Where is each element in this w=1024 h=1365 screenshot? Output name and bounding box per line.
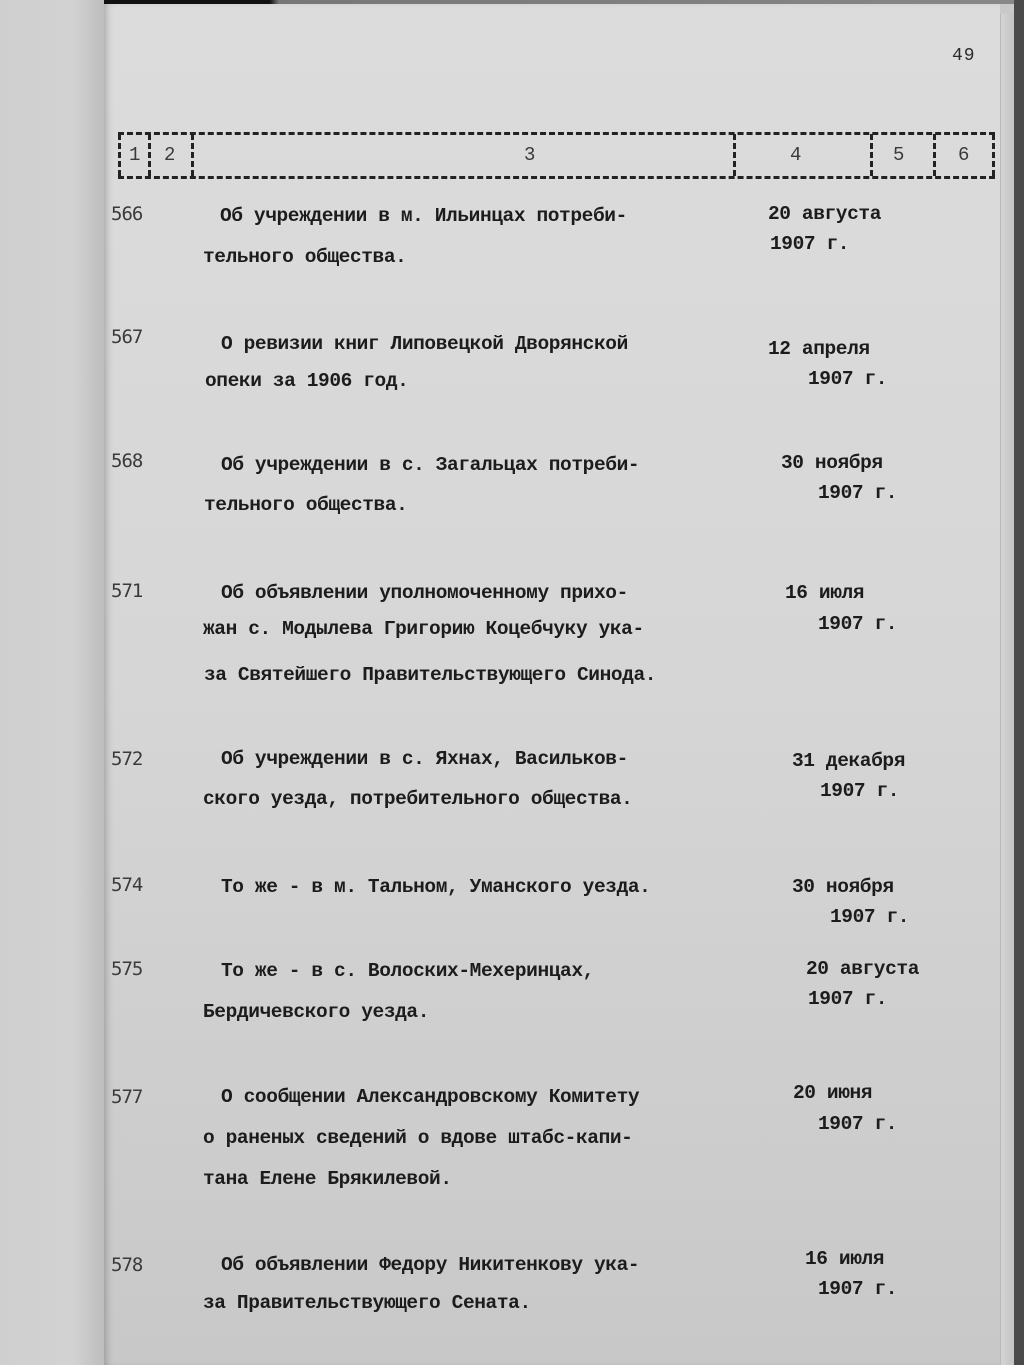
entry-text-line: О сообщении Александровскому Комитету: [221, 1086, 640, 1108]
entry-text-line: Об учреждении в с. Загальцах потреби-: [221, 454, 640, 476]
entry-text-line: О ревизии книг Липовецкой Дворянской: [221, 333, 628, 355]
column-header-5: 5: [893, 144, 905, 166]
page-number: 49: [952, 46, 976, 66]
entry-text-line: тельного общества.: [203, 246, 407, 268]
column-header-2: 2: [164, 144, 176, 166]
entry-date-day-month: 20 августа: [768, 203, 882, 225]
left-facing-page: [0, 0, 104, 1365]
header-divider: [191, 134, 194, 176]
entry-text-line: Об учреждении в с. Яхнах, Васильков-: [221, 748, 628, 770]
entry-date-day-month: 16 июля: [805, 1248, 885, 1270]
entry-text-line: жан с. Модылева Григорию Коцебчуку ука-: [203, 618, 644, 640]
entry-text-line: за Святейшего Правительствующего Синода.: [204, 664, 657, 686]
entry-date-year: 1907 г.: [818, 1113, 898, 1135]
column-header-6: 6: [958, 144, 970, 166]
entry-date-day-month: 30 ноября: [781, 452, 883, 474]
entry-text-line: То же - в с. Волоских-Мехеринцах,: [221, 960, 594, 982]
column-header-1: 1: [129, 144, 141, 166]
entry-number: 567: [111, 326, 143, 348]
entry-date-year: 1907 г.: [830, 906, 910, 928]
entry-date-day-month: 30 ноября: [792, 876, 894, 898]
entry-number: 575: [111, 958, 143, 980]
entry-date-year: 1907 г.: [808, 988, 888, 1010]
entry-date-year: 1907 г.: [818, 1278, 898, 1300]
entry-number: 568: [111, 450, 143, 472]
entry-date-day-month: 12 апреля: [768, 338, 870, 360]
entry-date-year: 1907 г.: [770, 233, 850, 255]
entry-number: 571: [111, 580, 143, 602]
background-edge: [1014, 0, 1024, 1365]
entry-number: 578: [111, 1254, 143, 1276]
header-bottom-border: [118, 176, 995, 179]
entry-text-line: за Правительствующего Сената.: [203, 1292, 531, 1314]
header-divider: [733, 134, 736, 176]
entry-date-day-month: 20 июня: [793, 1082, 873, 1104]
entry-text-line: Об объявлении уполномоченному прихо-: [221, 582, 628, 604]
entry-date-day-month: 31 декабря: [792, 750, 906, 772]
entry-date-year: 1907 г.: [808, 368, 888, 390]
entry-date-day-month: 20 августа: [806, 958, 920, 980]
entry-number: 574: [111, 874, 143, 896]
entry-number: 566: [111, 203, 143, 225]
header-top-border: [118, 132, 995, 135]
entry-date-year: 1907 г.: [818, 482, 898, 504]
header-divider: [870, 134, 873, 176]
column-header-table: [118, 130, 995, 184]
page-stack-edge: [1000, 14, 1015, 1365]
entry-date-year: 1907 г.: [818, 613, 898, 635]
entry-text-line: Об учреждении в м. Ильинцах потреби-: [220, 205, 627, 227]
header-divider: [118, 134, 121, 176]
entry-text-line: опеки за 1906 год.: [205, 370, 409, 392]
entry-text-line: Бердичевского уезда.: [203, 1001, 430, 1023]
entry-text-line: о раненых сведений о вдове штабс-капи-: [203, 1127, 633, 1149]
entry-text-line: Об объявлении Федору Никитенкову ука-: [221, 1254, 640, 1276]
header-divider: [992, 134, 995, 176]
entry-text-line: То же - в м. Тальном, Уманского уезда.: [221, 876, 651, 898]
column-header-3: 3: [524, 144, 536, 166]
entry-text-line: тана Елене Брякилевой.: [203, 1168, 452, 1190]
header-divider: [148, 134, 151, 176]
entry-date-day-month: 16 июля: [785, 582, 865, 604]
header-divider: [933, 134, 936, 176]
entry-date-year: 1907 г.: [820, 780, 900, 802]
entry-number: 572: [111, 748, 143, 770]
entry-text-line: ского уезда, потребительного общества.: [203, 788, 633, 810]
entry-number: 577: [111, 1086, 143, 1108]
entry-text-line: тельного общества.: [204, 494, 408, 516]
column-header-4: 4: [790, 144, 802, 166]
